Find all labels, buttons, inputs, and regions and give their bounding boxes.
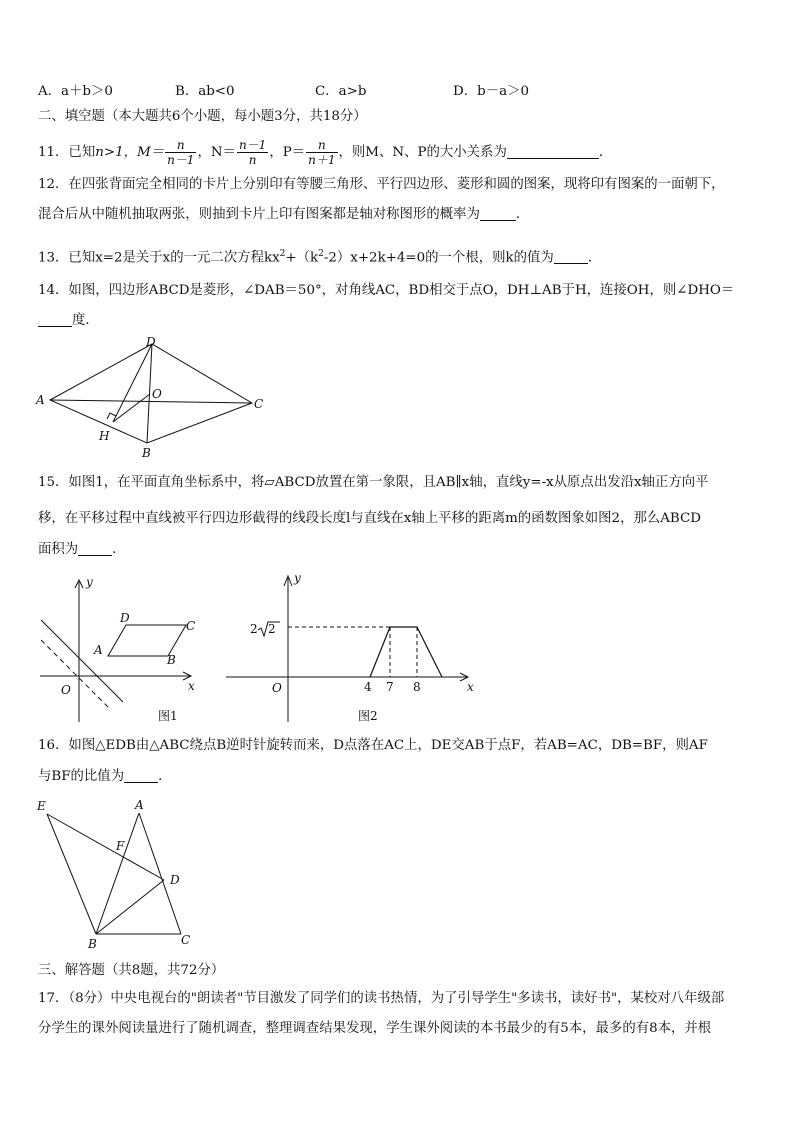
label-h: H [99, 429, 110, 443]
label-e: E [37, 799, 46, 813]
q15-figure-1 [36, 572, 206, 726]
question-12-line1: 12．在四张背面完全相同的卡片上分别印有等腰三角形、平行四边形、菱形和圆的图案，现将印有图案的一面朝下， [38, 177, 725, 192]
fig1-label-b: B [167, 653, 176, 667]
question-17-line1: 17．（8分）中央电视台的"朗读者"节目激发了同学们的读书热情，为了引导学生"多读书，读好书"，某校对八年级部 [38, 991, 725, 1006]
fig1-label-x: x [188, 679, 195, 693]
segment-bd [96, 880, 164, 934]
segment-oh [113, 394, 150, 422]
label-a: A [135, 798, 144, 812]
segment-ed [47, 814, 164, 880]
q14-rhombus-figure [30, 332, 270, 462]
q13-text-a: 13．已知x=2是关于x的一元二次方程kx [38, 250, 280, 266]
q11-fraction-p [306, 138, 337, 167]
q13-end: ． [587, 250, 602, 266]
q11-suffix: ，则M、N、P的大小关系为 [338, 145, 507, 160]
q11-n-label: ，N＝ [197, 145, 236, 160]
label-c: C [254, 397, 264, 411]
q11-n-den: n [237, 152, 268, 167]
q11-fraction-m [165, 138, 196, 167]
q15-line3-text: 面积为 [38, 542, 79, 557]
question-16-line2 [38, 768, 171, 786]
fig1-parallelogram [108, 625, 186, 656]
question-11 [38, 138, 612, 167]
label-b: B [88, 937, 97, 951]
q16-answer-blank[interactable] [124, 768, 158, 783]
q15-answer-blank[interactable] [78, 541, 112, 556]
q16-line2-text: 与BF的比值为 [38, 769, 125, 784]
fig1-line-solid [41, 620, 123, 702]
question-15-line2: 移，在平移过程中直线被平行四边形截得的线段长度l与直线在x轴上平移的距离m的函数图象如图2，那么ABCD [38, 511, 701, 526]
question-17-line2: 分学生的课外阅读量进行了随机调查，整理调查结果发现，学生课外阅读的本书最少的有5本，最多的有8本，并根 [38, 1021, 712, 1036]
q12-line2-text: 混合后从中随机抽取两张，则抽到卡片上印有图案都是轴对称图形的概率为 [38, 207, 480, 222]
fig1-label-o: O [61, 683, 71, 697]
fig2-label-y: y [294, 571, 301, 585]
q15-figure-2 [224, 570, 482, 726]
fig1-caption: 图1 [158, 709, 178, 723]
label-d: D [170, 873, 180, 887]
label-o: O [152, 387, 162, 401]
fig2-y-tick-sqrt2: 2 [268, 622, 276, 636]
option-c: C．a>b [315, 84, 367, 99]
q13-sup-2: 2 [318, 249, 324, 259]
q13-answer-blank[interactable] [554, 249, 588, 264]
q11-fraction-n [237, 138, 268, 167]
q11-p-label: ，P＝ [269, 145, 306, 160]
q11-m-num: n [176, 138, 185, 152]
diagonal-ac [50, 400, 252, 403]
segment-eb [47, 814, 96, 934]
question-16-line1: 16．如图△EDB由△ABC绕点B逆时针旋转而来，D点落在AC上，DE交AB于点F，若AB=AC，DB=BF，则AF [38, 738, 708, 753]
label-b: B [142, 446, 151, 460]
q14-answer-blank[interactable] [38, 312, 72, 327]
label-f: F [116, 839, 125, 853]
fig1-label-c: C [186, 619, 196, 633]
question-14-line2 [38, 312, 99, 330]
question-13 [38, 245, 601, 267]
segment-ab [96, 813, 139, 934]
fig2-caption: 图2 [358, 709, 378, 723]
label-d: D [146, 335, 156, 349]
fig2-label-o: O [272, 681, 282, 695]
q11-answer-blank[interactable] [507, 144, 599, 159]
option-a: A．a＋b＞0 [38, 84, 113, 99]
q11-p-num: n [317, 138, 326, 152]
section-2-heading: 二、填空题（本大题共6个小题，每小题3分，共18分） [38, 109, 367, 124]
q12-answer-blank[interactable] [480, 206, 516, 221]
q15-end: ． [112, 542, 126, 557]
fig2-label-x: x [467, 680, 474, 694]
q11-cond: n>1，M＝ [95, 145, 165, 160]
q13-sup-1: 2 [279, 249, 286, 259]
q11-n-num: n－1 [238, 138, 267, 152]
section-3-heading: 三、解答题（共8题，共72分） [38, 963, 225, 978]
question-12-line2 [38, 206, 529, 224]
q11-end: ． [598, 145, 613, 160]
question-15-line3 [38, 541, 126, 559]
q16-end: ． [158, 769, 172, 784]
fig2-x-tick-8: 8 [413, 680, 421, 694]
fig1-label-y: y [86, 575, 93, 589]
q11-p-den: n＋1 [308, 153, 336, 167]
q12-end: ． [515, 207, 530, 222]
label-a: A [36, 393, 45, 407]
q16-triangle-figure [30, 796, 200, 954]
option-b: B．ab<0 [175, 84, 235, 99]
q14-end: 度． [72, 313, 99, 328]
label-c: C [181, 933, 191, 947]
fig2-y-tick-2: 2 [250, 622, 258, 636]
q13-text-b: +（k [285, 250, 319, 266]
q13-text-c: -2）x+2k+4=0的一个根，则k的值为 [323, 250, 554, 266]
fig2-x-tick-7: 7 [386, 680, 394, 694]
fig1-label-d: D [120, 611, 130, 625]
fig2-x-tick-4: 4 [364, 680, 372, 694]
fig1-label-a: A [94, 643, 103, 657]
q11-m-den: n－1 [167, 153, 195, 167]
segment-dh [113, 344, 152, 422]
option-d: D．b－a＞0 [453, 84, 529, 99]
question-15-line1: 15．如图1，在平面直角坐标系中，将▱ABCD放置在第一象限，且AB∥x轴，直线y=-x从原点出发沿x轴正方向平 [38, 475, 709, 490]
fig2-function-graph [370, 627, 442, 677]
question-14-line1: 14．如图，四边形ABCD是菱形，∠DAB＝50°，对角线AC，BD相交于点O，DH⊥AB于H，连接OH，则∠DHO＝ [38, 283, 735, 298]
q11-prefix: 11．已知 [38, 145, 96, 160]
